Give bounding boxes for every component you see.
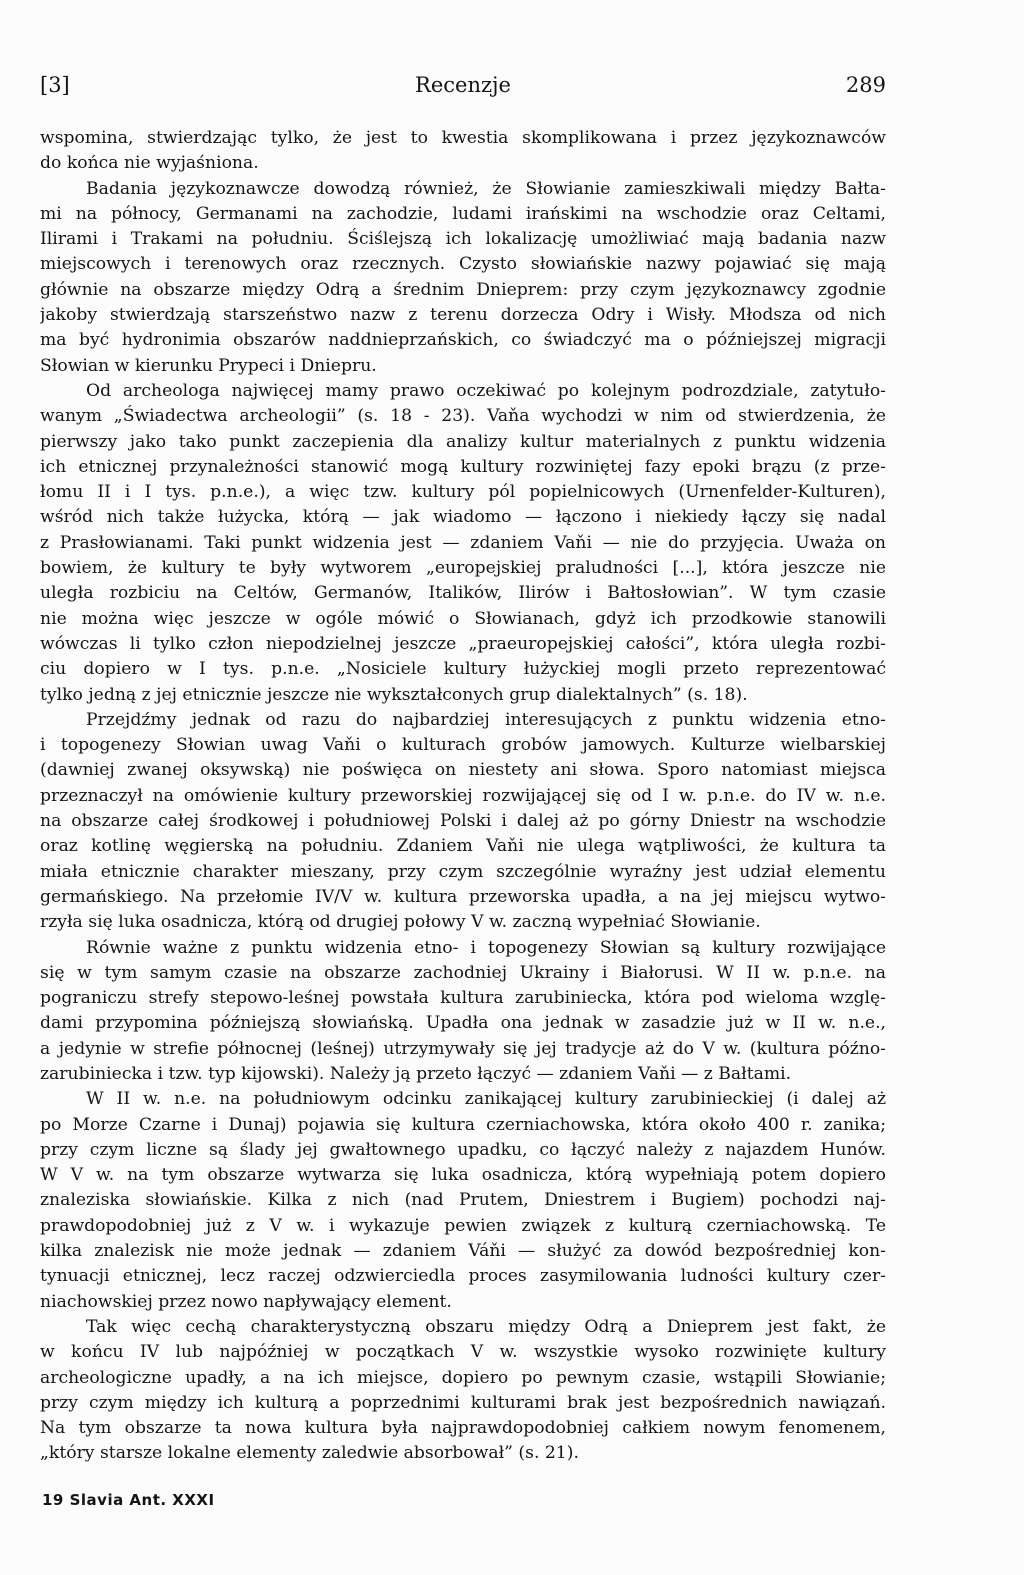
text-line: wanym „Świadectwa archeologii” (s. 18 - 23). Vaňa wychodzi w nim od stwierdzenia, że [40, 406, 886, 427]
text-line: tylko jedną z jej etnicznie jeszcze nie wykształconych grup dialektalnych” (s. 18). [40, 684, 748, 705]
text-line: a jedynie w strefie północnej (leśnej) utrzymywały się jej tradycje aż do V w. (kultura późno- [40, 1038, 886, 1059]
text-line: łomu II i I tys. p.n.e.), a więc tzw. kultury pól popielnicowych (Urnenfelder-Kulturen), [40, 482, 886, 503]
text-line: oraz kotlinę węgierską na południu. Zdaniem Vaňi nie ulega wątpliwości, że kultura ta [40, 836, 886, 857]
text-line: mi na północy, Germanami na zachodzie, ludami irańskimi na wschodzie oraz Celtami, [40, 203, 886, 224]
text-line: Badania językoznawcze dowodzą również, że Słowianie zamieszkiwali między Bałta- [86, 178, 886, 199]
printer-signature: 19 Slavia Ant. XXXI [42, 1491, 215, 1509]
text-line: ma być hydronimia obszarów naddnieprzańskich, co świadczyć ma o późniejszej migracji [40, 330, 886, 351]
text-line: pograniczu strefy stepowo-leśnej powstała kultura zarubiniecka, która pod wieloma wzglę- [40, 988, 886, 1009]
text-line: przeznaczył na omówienie kultury przeworskiej rozwijającej się od I w. p.n.e. do IV w. n.e. [40, 785, 886, 806]
text-line: jakoby stwierdzają starszeństwo nazw z terenu dorzecza Odry i Wisły. Młodsza od nich [40, 305, 886, 326]
text-line: W II w. n.e. na południowym odcinku zanikającej kultury zarubinieckiej (i dalej aż [86, 1089, 886, 1110]
text-line: wówczas li tylko człon niepodzielnej jeszcze „praeuropejskiej całości”, która uległa rozbi- [40, 633, 886, 654]
page-number: 289 [845, 73, 886, 97]
text-line: uległa rozbiciu na Celtów, Germanów, Italików, Ilirów i Bałtosłowian”. W tym czasie [40, 583, 886, 604]
text-line: do końca nie wyjaśniona. [40, 153, 259, 174]
text-line: na obszarze całej środkowej i południowej Polski i dalej aż po górny Dniestr na wschodzie [40, 811, 886, 832]
text-line: tynuacji etnicznej, lecz raczej odzwierciedla proces zasymilowania ludności kultury czer- [40, 1266, 886, 1287]
text-line: Słowian w kierunku Prypeci i Dniepru. [40, 355, 377, 376]
text-line: (dawniej zwanej oksywską) nie poświęca on niestety ani słowa. Sporo natomiast miejsca [40, 760, 886, 781]
text-line: w końcu IV lub najpóźniej w początkach V w. wszystkie wysoko rozwinięte kultury [40, 1342, 886, 1363]
text-line: głównie na obszarze między Odrą a średnim Dnieprem: przy czym językoznawcy zgodnie [40, 279, 886, 300]
text-line: bowiem, że kultury te były wytworem „europejskiej praludności [...], która jeszcze nie [40, 558, 886, 579]
text-line: przy czym między ich kulturą a poprzednimi kulturami brak jest bezpośrednich nawiązań. [40, 1392, 886, 1413]
text-line: kilka znalezisk nie może jednak — zdaniem Váňi — służyć za dowód bezpośredniej kon- [40, 1241, 886, 1262]
text-line: germańskiego. Na przełomie IV/V w. kultura przeworska upadła, a na jej miejscu wytwo- [40, 886, 886, 907]
text-line: z Prasłowianami. Taki punkt widzenia jest — zdaniem Vaňi — nie do przyjęcia. Uważa on [40, 532, 886, 553]
text-line: W V w. na tym obszarze wytwarza się luka osadnicza, którą wypełniają potem dopiero [40, 1165, 886, 1186]
section-number: [3] [40, 73, 70, 97]
text-line: archeologiczne upadły, a na ich miejsce, dopiero po pewnym czasie, wstąpili Słowianie; [40, 1367, 886, 1388]
text-line: Równie ważne z punktu widzenia etno- i topogenezy Słowian są kultury rozwijające [86, 937, 886, 958]
text-line: „który starsze lokalne elementy zaledwie absorbował” (s. 21). [40, 1443, 579, 1464]
text-line: Na tym obszarze ta nowa kultura była najprawdopodobniej całkiem nowym fenomenem, [40, 1418, 886, 1439]
text-line: prawdopodobniej już z V w. i wykazuje pewien związek z kulturą czerniachowską. Te [40, 1215, 886, 1236]
text-line: wśród nich także łużycka, którą — jak wiadomo — łączono i niekiedy łączy się nadal [40, 507, 886, 528]
text-line: przy czym liczne są ślady jej gwałtownego upadku, co łączyć należy z najazdem Hunów. [40, 1139, 886, 1160]
text-line: i topogenezy Słowian uwag Vaňi o kulturach grobów jamowych. Kulturze wielbarskiej [40, 735, 886, 756]
text-line: nie można więc jeszcze w ogóle mówić o Słowianach, gdyż ich przodkowie stanowili [40, 608, 886, 629]
text-line: zarubiniecka i tzw. typ kijowski). Należy ją przeto łączyć — zdaniem Vaňi — z Bałtami. [40, 1063, 792, 1084]
text-line: niachowskiej przez nowo napływający element. [40, 1291, 452, 1312]
text-line: Ilirami i Trakami na południu. Ściślejszą ich lokalizację umożliwiać mają badania nazw [40, 229, 886, 250]
text-line: miała etnicznie charakter mieszany, przy czym szczególnie wyraźny jest udział elementu [40, 861, 886, 882]
text-line: znaleziska słowiańskie. Kilka z nich (nad Prutem, Dniestrem i Bugiem) pochodzi naj- [40, 1190, 886, 1211]
text-line: wspomina, stwierdzając tylko, że jest to kwestia skomplikowana i przez językoznawców [40, 128, 886, 148]
text-line: Od archeologa najwięcej mamy prawo oczekiwać po kolejnym podrozdziale, zatytuło- [86, 380, 886, 401]
body-text [40, 126, 886, 1467]
text-line: się w tym samym czasie na obszarze zachodniej Ukrainy i Białorusi. W II w. p.n.e. na [40, 962, 886, 983]
text-line: rzyła się luka osadnicza, którą od drugiej połowy V w. zaczną wypełniać Słowianie. [40, 912, 761, 933]
text-line: Przejdźmy jednak od razu do najbardziej interesujących z punktu widzenia etno- [86, 709, 886, 730]
text-line: ich etnicznej przynależności stanowić mogą kultury rozwiniętej fazy epoki brązu (z prze- [40, 456, 886, 477]
running-title: Recenzje [415, 73, 511, 97]
text-line: pierwszy jako tako punkt zaczepienia dla analizy kultur materialnych z punktu widzenia [40, 431, 886, 452]
text-line: Tak więc cechą charakterystyczną obszaru między Odrą a Dnieprem jest fakt, że [86, 1316, 886, 1337]
text-line: ciu dopiero w I tys. p.n.e. „Nosiciele kultury łużyckiej mogli przeto reprezentować [40, 659, 886, 680]
running-header [40, 73, 886, 103]
text-line: dami przypomina późniejszą słowiańską. Upadła ona jednak w zasadzie już w II w. n.e., [40, 1013, 886, 1034]
text-line: miejscowych i terenowych oraz rzecznych. Czysto słowiańskie nazwy pojawiać się mają [40, 254, 886, 275]
text-line: po Morze Czarne i Dunaj) pojawia się kultura czerniachowska, która około 400 r. zanika; [40, 1114, 886, 1135]
